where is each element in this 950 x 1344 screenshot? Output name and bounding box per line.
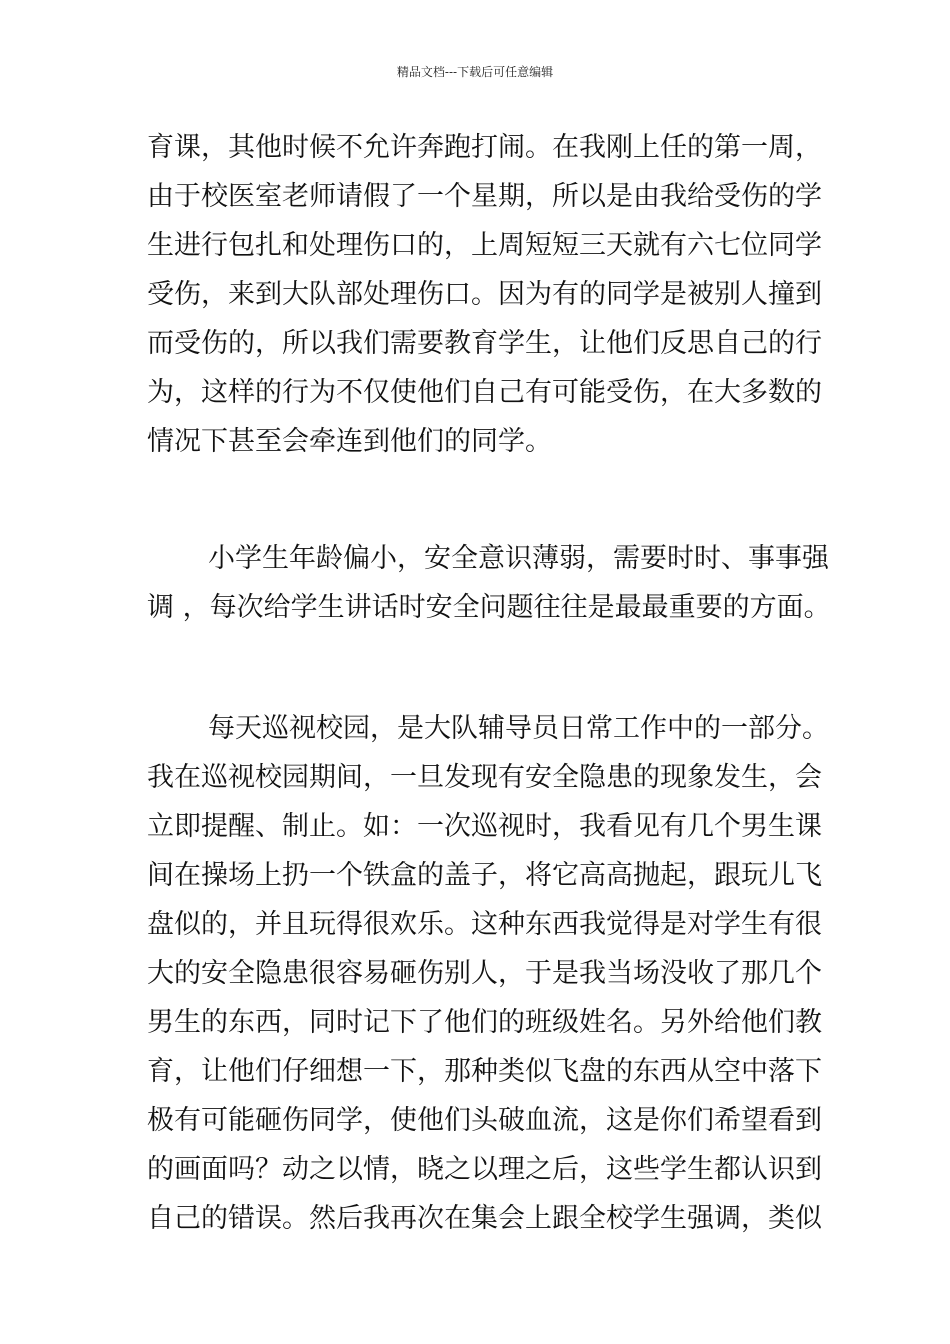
paragraph-3 <box>147 709 829 1248</box>
text-line: 大的安全隐患很容易砸伤别人，于是我当场没收了那几个 <box>147 958 822 989</box>
page-header: 精品文档---下载后可任意编辑 <box>396 65 554 79</box>
text-line: 由于校医室老师请假了一个星期，所以是由我给受伤的学 <box>147 181 822 212</box>
text-line: 盘似的，并且玩得很欢乐。这种东西我觉得是对学生有很 <box>147 909 822 940</box>
paragraph-spacer <box>147 471 807 539</box>
text-line: 小学生年龄偏小，安全意识薄弱，需要时时、事事强 <box>208 543 829 574</box>
text-line: 立即提醒、制止。如：一次巡视时，我看见有几个男生课 <box>147 811 822 842</box>
text-line: 生进行包扎和处理伤口的，上周短短三天就有六七位同学 <box>147 230 822 261</box>
text-line: 的画面吗？动之以情，晓之以理之后，这些学生都认识到 <box>147 1154 822 1185</box>
text-line: 情况下甚至会牵连到他们的同学。 <box>147 426 552 457</box>
text-line: 自己的错误。然后我再次在集会上跟全校学生强调，类似 <box>147 1203 822 1234</box>
text-line: 调 ，每次给学生讲话时安全问题往往是最最重要的方面。 <box>147 592 831 623</box>
text-line: 男生的东西，同时记下了他们的班级姓名。另外给他们教 <box>147 1007 822 1038</box>
text-line: 育，让他们仔细想一下，那种类似飞盘的东西从空中落下 <box>147 1056 822 1087</box>
paragraph-spacer <box>147 637 807 709</box>
text-line: 每天巡视校园，是大队辅导员日常工作中的一部分。 <box>208 713 829 744</box>
text-line: 而受伤的，所以我们需要教育学生，让他们反思自己的行 <box>147 328 822 359</box>
text-line: 育课，其他时候不允许奔跑打闹。在我刚上任的第一周， <box>147 132 822 163</box>
text-line: 受伤，来到大队部处理伤口。因为有的同学是被别人撞到 <box>147 279 822 310</box>
paragraph-1 <box>147 128 822 471</box>
document-body <box>147 128 831 1248</box>
text-line: 极有可能砸伤同学，使他们头破血流，这是你们希望看到 <box>147 1105 822 1136</box>
paragraph-2 <box>147 539 831 637</box>
text-line: 为，这样的行为不仅使他们自己有可能受伤，在大多数的 <box>147 377 822 408</box>
text-line: 间在操场上扔一个铁盒的盖子，将它高高抛起，跟玩儿飞 <box>147 860 822 891</box>
text-line: 我在巡视校园期间，一旦发现有安全隐患的现象发生，会 <box>147 762 822 793</box>
